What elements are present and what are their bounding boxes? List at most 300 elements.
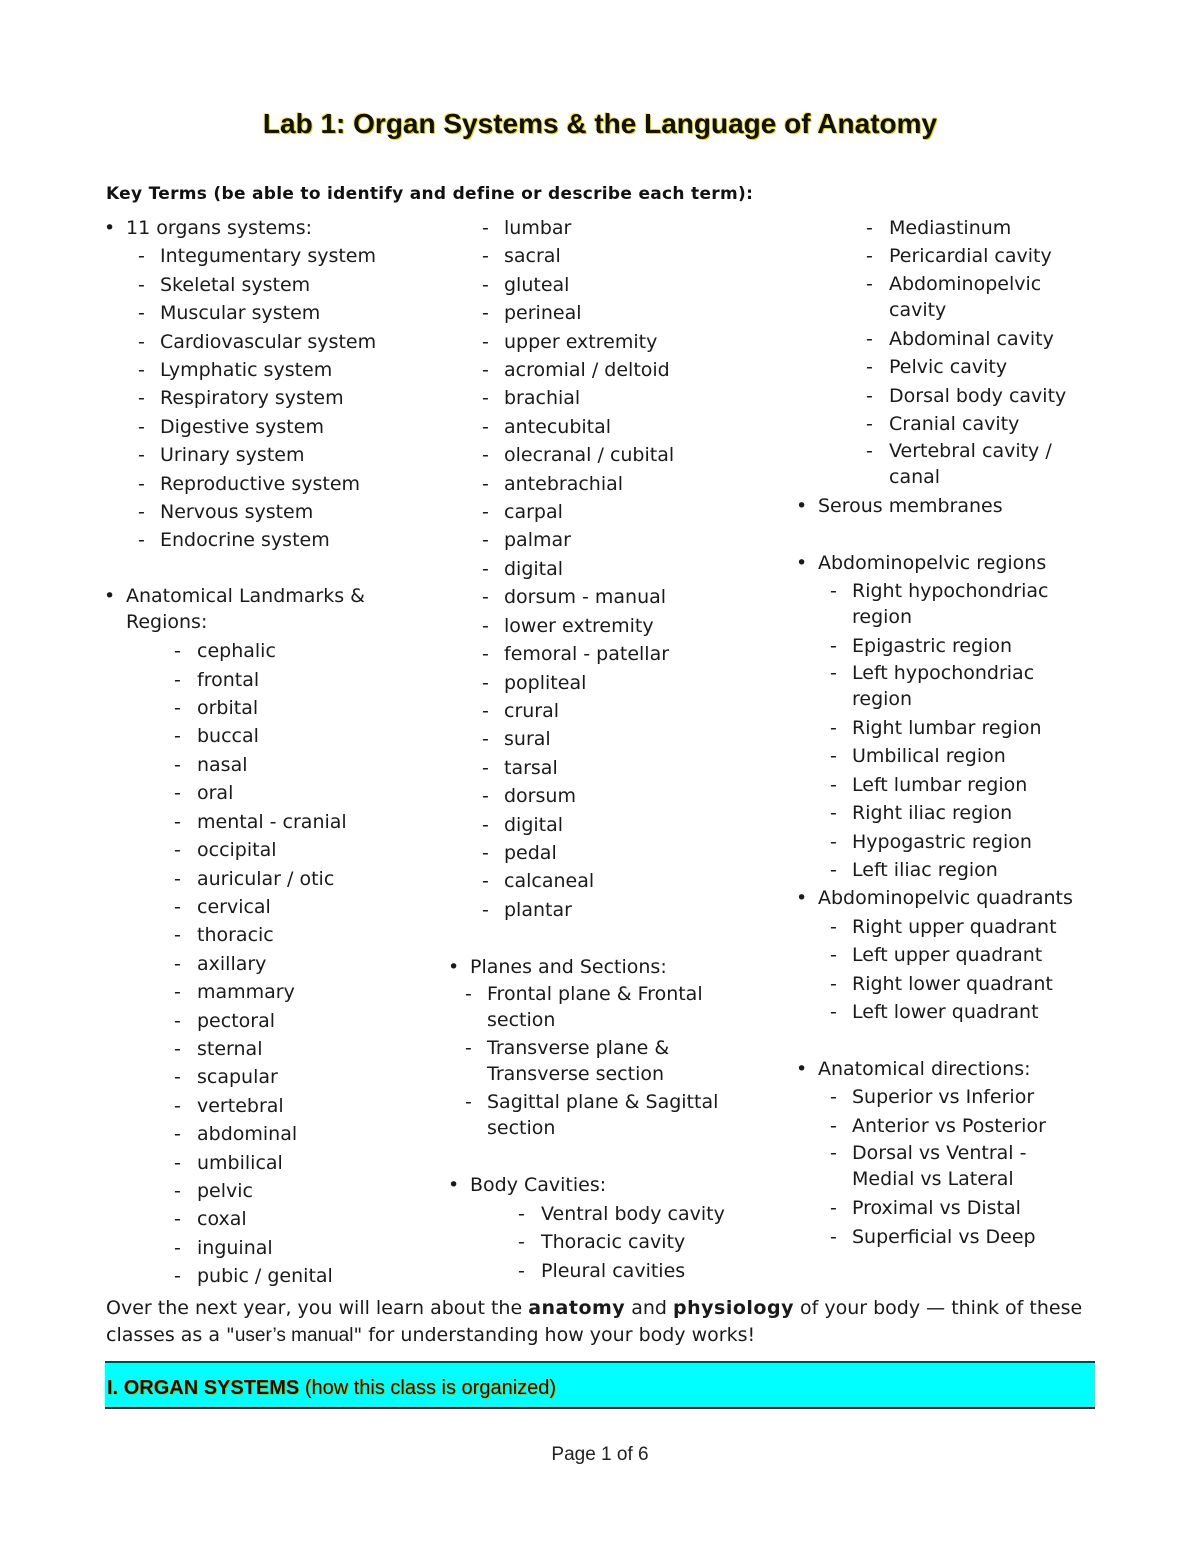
list-item xyxy=(448,328,778,356)
term-text-line: Right hypochondriac xyxy=(852,579,1049,602)
dash-marker: - xyxy=(830,915,837,938)
list-item xyxy=(448,839,778,867)
dash-marker: - xyxy=(518,1259,525,1282)
term-text: Integumentary system xyxy=(160,245,377,268)
list-item xyxy=(104,1007,424,1035)
dash-marker: - xyxy=(830,634,837,657)
list-item xyxy=(448,867,778,895)
list-item xyxy=(796,271,1096,325)
term-text: tarsal xyxy=(504,756,558,779)
dash-marker: - xyxy=(830,830,837,853)
list-item xyxy=(104,1063,424,1091)
term-text: mental - cranial xyxy=(197,810,347,833)
dash-marker: - xyxy=(174,1094,181,1117)
term-text: popliteal xyxy=(504,671,587,694)
list-item xyxy=(104,779,424,807)
list-item xyxy=(448,214,778,242)
term-text: Left upper quadrant xyxy=(852,944,1043,967)
list-item xyxy=(796,660,1096,714)
list-item xyxy=(448,470,778,498)
dash-marker: - xyxy=(866,327,873,350)
dash-marker: - xyxy=(174,1151,181,1174)
list-item xyxy=(448,271,778,299)
page-footer: Page 1 of 6 xyxy=(551,1444,649,1465)
dash-marker: - xyxy=(830,662,837,685)
term-text: pedal xyxy=(504,841,557,864)
spacer xyxy=(448,1143,778,1171)
dash-marker: - xyxy=(174,1265,181,1288)
dash-marker: - xyxy=(174,895,181,918)
dash-marker: - xyxy=(138,330,145,353)
term-text: oral xyxy=(197,782,234,805)
list-item xyxy=(448,498,778,526)
intro-text-3: " for understanding how your body works! xyxy=(353,1324,756,1346)
dash-marker: - xyxy=(866,245,873,268)
list-item xyxy=(796,828,1096,856)
list-item xyxy=(448,356,778,384)
dash-marker: - xyxy=(482,756,489,779)
dash-marker: - xyxy=(830,773,837,796)
list-item xyxy=(796,998,1096,1026)
list-item xyxy=(448,1035,778,1089)
list-item xyxy=(796,410,1096,438)
dash-marker: - xyxy=(866,440,873,463)
list-item xyxy=(796,714,1096,742)
term-text-line: Dorsal vs Ventral - xyxy=(852,1142,1027,1165)
column-3 xyxy=(796,214,1096,1251)
dash-marker: - xyxy=(518,1231,525,1254)
term-text: palmar xyxy=(504,529,571,552)
dash-marker: - xyxy=(866,217,873,239)
list-item xyxy=(104,1177,424,1205)
term-text: Reproductive system xyxy=(160,472,361,495)
dash-marker: - xyxy=(830,859,837,882)
list-item xyxy=(104,1120,424,1148)
list-item xyxy=(104,1205,424,1233)
term-text-line: Superior vs Inferior xyxy=(852,1086,1035,1109)
term-text: lumbar xyxy=(504,217,572,239)
term-text: inguinal xyxy=(197,1236,273,1259)
dash-marker: - xyxy=(138,472,145,495)
dash-marker: - xyxy=(482,501,489,524)
term-text-line: Umbilical region xyxy=(852,745,1006,768)
term-text: calcaneal xyxy=(504,870,595,893)
term-text: antecubital xyxy=(504,415,612,438)
spacer xyxy=(104,555,424,583)
term-text-line: Dorsal body cavity xyxy=(889,384,1067,407)
dash-marker: - xyxy=(138,444,145,467)
list-item xyxy=(104,299,424,327)
dash-marker: - xyxy=(482,699,489,722)
dash-marker: - xyxy=(482,586,489,609)
list-item xyxy=(104,865,424,893)
column-2 xyxy=(448,214,778,1285)
list-item xyxy=(448,811,778,839)
dash-marker: - xyxy=(482,330,489,353)
dash-marker: - xyxy=(138,245,145,268)
dash-marker: - xyxy=(482,898,489,921)
dash-marker: - xyxy=(482,415,489,438)
term-text: Pleural cavities xyxy=(541,1259,686,1282)
term-text: upper extremity xyxy=(504,330,658,353)
dash-marker: - xyxy=(174,640,181,663)
dash-marker: - xyxy=(830,1197,837,1220)
term-text: Respiratory system xyxy=(160,387,344,410)
bullet-marker: • xyxy=(796,552,808,575)
intro-text-1: Over the next year, you will learn about the xyxy=(106,1297,529,1319)
list-item xyxy=(104,328,424,356)
term-text-line: Transverse plane & xyxy=(487,1036,670,1059)
dash-marker: - xyxy=(174,924,181,947)
list-item xyxy=(104,498,424,526)
list-item xyxy=(104,808,424,836)
list-item xyxy=(448,782,778,810)
dash-marker: - xyxy=(830,1225,837,1248)
list-item xyxy=(448,413,778,441)
page-title: Lab 1: Organ Systems & the Language of Anatomy xyxy=(262,108,938,139)
quadrants-heading xyxy=(796,884,1096,912)
list-item xyxy=(104,413,424,441)
list-item xyxy=(104,893,424,921)
dash-marker: - xyxy=(174,782,181,805)
term-text: Serous membranes xyxy=(818,495,1003,518)
dash-marker: - xyxy=(465,982,472,1005)
dash-marker: - xyxy=(174,1037,181,1060)
term-text-line: Right iliac region xyxy=(852,802,1013,825)
term-text-line: Anatomical Landmarks & xyxy=(126,585,366,608)
term-text: vertebral xyxy=(197,1094,284,1117)
term-text-line: Vertebral cavity / xyxy=(889,440,1052,463)
list-item xyxy=(104,1035,424,1063)
term-text: cervical xyxy=(197,895,271,918)
list-item xyxy=(104,441,424,469)
organ-systems-heading xyxy=(104,214,424,242)
list-item xyxy=(104,978,424,1006)
dash-marker: - xyxy=(866,356,873,379)
bullet-marker: • xyxy=(448,955,460,978)
dash-marker: - xyxy=(138,415,145,438)
dash-marker: - xyxy=(174,1179,181,1202)
term-text: Skeletal system xyxy=(160,273,311,296)
list-item xyxy=(796,1083,1096,1111)
term-text-line: section xyxy=(487,1116,556,1139)
list-item xyxy=(448,555,778,583)
term-text: axillary xyxy=(197,952,267,975)
list-item xyxy=(448,384,778,412)
dash-marker: - xyxy=(482,785,489,808)
term-text: nasal xyxy=(197,753,248,776)
list-item xyxy=(448,669,778,697)
term-text-line: Cranial cavity xyxy=(889,413,1020,436)
regions-heading xyxy=(796,549,1096,577)
section-heading xyxy=(107,1377,556,1400)
term-text: acromial / deltoid xyxy=(504,359,670,382)
term-text: pectoral xyxy=(197,1009,276,1032)
dash-marker: - xyxy=(830,579,837,602)
list-item xyxy=(104,356,424,384)
dash-marker: - xyxy=(830,972,837,995)
dash-marker: - xyxy=(138,501,145,524)
list-item xyxy=(448,896,778,924)
term-text-line: Sagittal plane & Sagittal xyxy=(487,1090,719,1113)
list-item xyxy=(796,941,1096,969)
dash-marker: - xyxy=(482,529,489,552)
term-text-line: Superficial vs Deep xyxy=(852,1225,1036,1248)
dash-marker: - xyxy=(174,1009,181,1032)
list-item xyxy=(448,1257,778,1285)
dash-marker: - xyxy=(174,839,181,862)
list-item xyxy=(104,666,424,694)
list-item xyxy=(448,981,778,1035)
term-text: pubic / genital xyxy=(197,1265,333,1288)
term-text: frontal xyxy=(197,668,260,691)
term-text: Thoracic cavity xyxy=(541,1231,686,1254)
term-text: plantar xyxy=(504,898,572,921)
term-text-line: Left hypochondriac xyxy=(852,662,1035,685)
list-item xyxy=(104,722,424,750)
term-text-line: Anterior vs Posterior xyxy=(852,1114,1046,1137)
dash-marker: - xyxy=(830,802,837,825)
term-text: auricular / otic xyxy=(197,867,335,890)
section-numeral: I. xyxy=(107,1377,119,1399)
cavities-heading xyxy=(448,1171,778,1199)
term-text-line: Pericardial cavity xyxy=(889,245,1052,268)
term-text: buccal xyxy=(197,725,259,748)
dash-marker: - xyxy=(482,387,489,410)
dash-marker: - xyxy=(482,813,489,836)
dash-marker: - xyxy=(174,668,181,691)
term-text-line: Mediastinum xyxy=(889,217,1012,239)
dash-marker: - xyxy=(174,1208,181,1231)
dash-marker: - xyxy=(830,944,837,967)
term-text: Nervous system xyxy=(160,501,314,524)
bullet-marker: • xyxy=(796,887,808,910)
list-item xyxy=(796,970,1096,998)
bullet-marker: • xyxy=(104,217,116,239)
intro-text-2: of your body — think of these classes as a " xyxy=(106,1297,1083,1346)
list-item xyxy=(448,612,778,640)
section-subtitle: (how this class is organized) xyxy=(304,1377,557,1399)
spacer xyxy=(796,521,1096,549)
list-item xyxy=(796,214,1096,242)
term-text: Planes and Sections: xyxy=(470,955,667,978)
intro-text-and: and xyxy=(625,1297,674,1319)
bullet-marker: • xyxy=(796,495,808,518)
dash-marker: - xyxy=(482,614,489,637)
dash-marker: - xyxy=(174,697,181,720)
dash-marker: - xyxy=(482,444,489,467)
term-text-line: Abdominopelvic xyxy=(889,272,1042,295)
dash-marker: - xyxy=(482,359,489,382)
list-item xyxy=(796,856,1096,884)
dash-marker: - xyxy=(518,1202,525,1225)
term-text: Lymphatic system xyxy=(160,359,333,382)
term-text-line: Right lumbar region xyxy=(852,717,1042,740)
term-text: Urinary system xyxy=(160,444,305,467)
list-item xyxy=(796,1194,1096,1222)
list-item xyxy=(448,1200,778,1228)
list-item xyxy=(796,1140,1096,1194)
term-text: brachial xyxy=(504,387,581,410)
dash-marker: - xyxy=(482,273,489,296)
bullet-marker: • xyxy=(104,585,116,608)
dash-marker: - xyxy=(174,1123,181,1146)
dash-marker: - xyxy=(482,557,489,580)
dash-marker: - xyxy=(174,1236,181,1259)
dash-marker: - xyxy=(138,359,145,382)
list-item xyxy=(104,1234,424,1262)
dash-marker: - xyxy=(482,643,489,666)
list-item xyxy=(448,299,778,327)
dash-marker: - xyxy=(174,1066,181,1089)
list-item xyxy=(104,694,424,722)
term-text: dorsum - manual xyxy=(504,586,667,609)
key-terms-heading: Key Terms (be able to identify and define or describe each term): xyxy=(106,184,754,204)
term-text: sural xyxy=(504,728,551,751)
list-item xyxy=(796,438,1096,492)
list-item xyxy=(796,1223,1096,1251)
dash-marker: - xyxy=(482,870,489,893)
term-text: Anatomical directions: xyxy=(818,1057,1031,1080)
list-item xyxy=(796,382,1096,410)
term-text-line: region xyxy=(852,688,913,711)
term-text: thoracic xyxy=(197,924,274,947)
term-text: gluteal xyxy=(504,273,570,296)
term-text-line: Medial vs Lateral xyxy=(852,1168,1014,1191)
term-text-line: Regions: xyxy=(126,611,208,634)
list-item xyxy=(448,754,778,782)
dash-marker: - xyxy=(866,413,873,436)
dash-marker: - xyxy=(830,1114,837,1137)
dash-marker: - xyxy=(482,728,489,751)
list-item xyxy=(104,384,424,412)
term-text: pelvic xyxy=(197,1179,253,1202)
dash-marker: - xyxy=(138,302,145,325)
dash-marker: - xyxy=(482,245,489,268)
dash-marker: - xyxy=(465,1036,472,1059)
dash-marker: - xyxy=(174,867,181,890)
term-text-line: Hypogastric region xyxy=(852,830,1032,853)
dash-marker: - xyxy=(138,273,145,296)
intro-paragraph xyxy=(106,1295,1086,1349)
list-item xyxy=(796,742,1096,770)
dash-marker: - xyxy=(174,725,181,748)
term-text: Abdominopelvic quadrants xyxy=(818,887,1073,910)
dash-marker: - xyxy=(830,1086,837,1109)
term-text: lower extremity xyxy=(504,614,654,637)
list-item xyxy=(796,578,1096,632)
list-item xyxy=(796,632,1096,660)
term-text: olecranal / cubital xyxy=(504,444,675,467)
spacer xyxy=(796,1027,1096,1055)
list-item xyxy=(796,799,1096,827)
term-text: Right lower quadrant xyxy=(852,972,1053,995)
term-text: Left lower quadrant xyxy=(852,1001,1039,1024)
term-text: orbital xyxy=(197,697,259,720)
term-text: cephalic xyxy=(197,640,276,663)
term-text: mammary xyxy=(197,981,295,1004)
dash-marker: - xyxy=(866,272,873,295)
list-item xyxy=(448,242,778,270)
list-item xyxy=(796,242,1096,270)
dash-marker: - xyxy=(830,717,837,740)
term-text: scapular xyxy=(197,1066,278,1089)
term-text-line: Transverse section xyxy=(487,1062,665,1085)
term-text: perineal xyxy=(504,302,582,325)
term-text: digital xyxy=(504,557,564,580)
term-text-line: Left iliac region xyxy=(852,859,998,882)
users-manual-term: user’s manual xyxy=(234,1325,354,1346)
term-text: sacral xyxy=(504,245,561,268)
list-item xyxy=(104,921,424,949)
list-item xyxy=(104,470,424,498)
dash-marker: - xyxy=(482,472,489,495)
list-item xyxy=(448,697,778,725)
dash-marker: - xyxy=(482,841,489,864)
term-text-line: section xyxy=(487,1008,556,1031)
dash-marker: - xyxy=(174,810,181,833)
list-item xyxy=(796,1112,1096,1140)
term-text: carpal xyxy=(504,501,563,524)
term-text-line: canal xyxy=(889,466,941,489)
list-item xyxy=(448,583,778,611)
term-text: 11 organs systems: xyxy=(126,217,312,239)
term-text: dorsum xyxy=(504,785,576,808)
term-text: Right upper quadrant xyxy=(852,915,1057,938)
list-item xyxy=(448,441,778,469)
list-item xyxy=(104,1262,424,1290)
list-item xyxy=(104,637,424,665)
list-item xyxy=(448,1228,778,1256)
dash-marker: - xyxy=(174,981,181,1004)
list-item xyxy=(448,1089,778,1143)
column-1 xyxy=(104,214,424,1291)
term-text-line: Left lumbar region xyxy=(852,773,1028,796)
list-item xyxy=(104,242,424,270)
list-item xyxy=(796,353,1096,381)
list-item xyxy=(796,325,1096,353)
dash-marker: - xyxy=(830,1142,837,1165)
term-text: Body Cavities: xyxy=(470,1174,607,1197)
list-item xyxy=(448,640,778,668)
term-text: digital xyxy=(504,813,564,836)
dash-marker: - xyxy=(465,1090,472,1113)
term-text-line: Epigastric region xyxy=(852,634,1013,657)
term-text: coxal xyxy=(197,1208,247,1231)
list-item xyxy=(448,725,778,753)
term-text: sternal xyxy=(197,1037,263,1060)
term-text-line: Proximal vs Distal xyxy=(852,1197,1021,1220)
dash-marker: - xyxy=(174,952,181,975)
dash-marker: - xyxy=(482,217,489,239)
anatomy-term: anatomy xyxy=(528,1297,626,1319)
list-item xyxy=(104,1149,424,1177)
serous-heading xyxy=(796,492,1096,520)
list-item xyxy=(104,836,424,864)
term-text-line: Abdominal cavity xyxy=(889,327,1054,350)
term-text: abdominal xyxy=(197,1123,298,1146)
bullet-marker: • xyxy=(796,1057,808,1080)
dash-marker: - xyxy=(138,529,145,552)
term-text-line: Frontal plane & Frontal xyxy=(487,982,703,1005)
list-item xyxy=(104,271,424,299)
term-text-line: cavity xyxy=(889,298,947,321)
term-text: Endocrine system xyxy=(160,529,330,552)
list-item xyxy=(104,1092,424,1120)
section-title: ORGAN SYSTEMS xyxy=(123,1377,300,1399)
list-item xyxy=(448,526,778,554)
term-text: Digestive system xyxy=(160,415,324,438)
